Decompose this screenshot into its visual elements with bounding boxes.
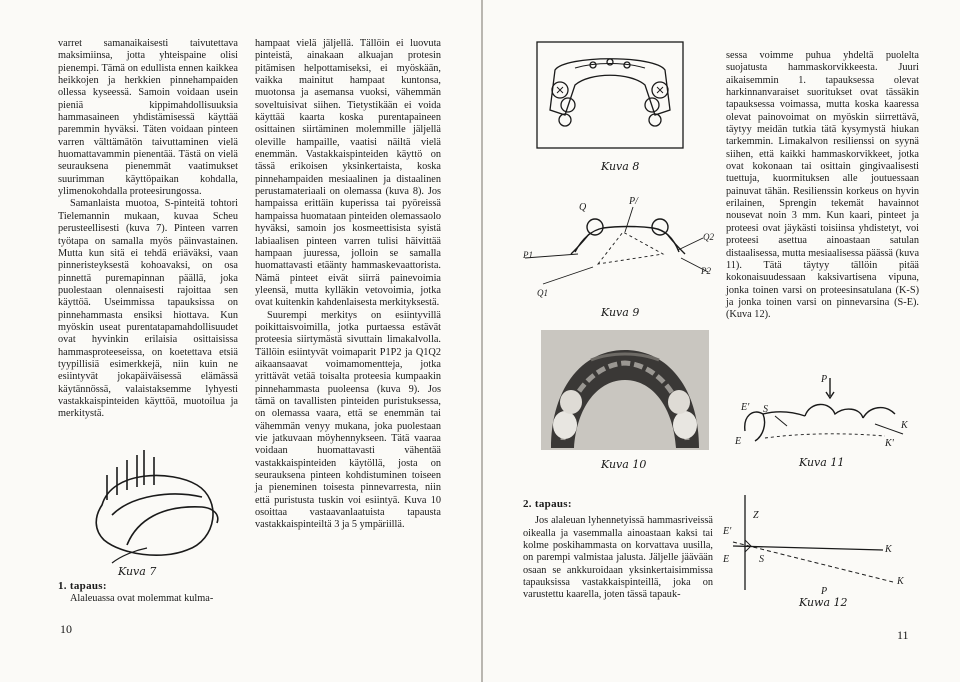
fig12-label-e-prime: E' xyxy=(723,526,732,537)
fig11-label-k: K xyxy=(901,420,908,431)
left-column-2 xyxy=(255,38,441,532)
figure-7-drawing xyxy=(82,445,232,575)
figure-11-caption: Kuva 11 xyxy=(799,456,845,469)
figure-12-drawing xyxy=(723,490,918,605)
paragraph: hampaat vielä jäljellä. Tällöin ei luovuta pinteistä, ainakaan alkuajan protesin pitämisen helpottamiseksi, ei myöskään, vaikka mainitut hampaat kuntonsa, muotonsa ja asemansa vuoksi, vähemmän soveltuisivat siihen. Tietystikään ei voida käyttää kaarta koska purentapaineen osittainen siirtäminen molemmille jäljellä oleville hampaille, vaatisi näiltä vielä enemmän. Vastakkaispinteiden käyttö on tässä erikoisen yksinkertaista, koska pinnehampaiden mesiaalinen ja distaalinen perustamateriaali on olemassa (kuva 8). Jos hampaissa erittäin kuperissa tai pyöreissä hampaissa huomataan pinteiden olemassaolo hyväksi, samoin jos kosmeettisista syistä labiaalisen pinteen varren tulisi häivittää hampaan juuressa, jolloin se samalla huomattavasti etäänty hammaskevaattorista. Nämä pinteet eivät siirrä painevoimia yleensä, mutta kylläkin vetovoimia, jotka ovat kuitenkin kahdenlaisesta merkityksestä. xyxy=(255,38,441,309)
fig9-label-p1-left: P1 xyxy=(523,250,533,260)
figure-7-caption: Kuva 7 xyxy=(118,565,157,578)
paragraph: Suurempi merkitys on esiintyvillä poikittaisvoimilla, jotka purtaessa estävät proteesia siirtymästä sivuttain limakalvolla. Tällöin esiintyvät voimaparit P1P2 ja Q1Q2 aikaansaavat voimamomentteja, jotka yrittävät vetää toisalta proteesia kumpaakin pinnehammasta puoleensa (kuva 9). Jos tämä on tavallisten pinteiden puristuksessa, on olemassa vaara, että se enemmän tai vähemmän venyy mukana, joka puolestaan vie jatkuvaan möyhennykseen. Tätä vaaraa voidaan huomattavasti vähentää vastakkaispinteiden käytöllä, josta on seurauksena pinteen kohdistuminen toiseen ja pieneminen toisesta pinnevarresta, niin että puristusta tuskin voi esiintyä. Kuva 10 osoittaa vastaavanlaatuista tapausta vastakkaispinteiltä 3 ja 5 ympäriillä. xyxy=(255,309,441,531)
paragraph: sessa voimme puhua yhdeltä puolelta suojatusta hammaskorvikkeesta. Juuri aikaisemmin 1. tapauksessa olevat harkinnanvaraiset suoritukset ovat tässäkin tapauksessa voimassa, mutta koska kaaressa olevat painovoimat on myöskin siirrettävä, täytyy meidän tutkia tätä kysymystä hiukan tarkemmin. Limakalvon resilienssi on syynä siihen, että kaikki hammaskorvikkeet, jotka ovat kokonaan tai osittain gingivaalisesti tuettuja, kuormituksen alle joutuessaan painuvat tähän. Resilienssin korkeus on hyvin erilainen, Sprengin tekemät havainnot nousevat noin 3 mm. Kun kaari, pinteet ja proteesi ovat jäykästi toisiinsa yhdistetyt, voi proteesi asettua ainoastaan satulan distaalisessa, mutta mesiaalisessa päässä (kuva 11). Tätä täytyy tällöin pitää kokonaisuudessaan kaksivartisena vipuna, jonka toinen varsi on proteesinsatulana (K-S) ja jonka toinen varsi on pinnevarsina (S-E). (Kuva 12). xyxy=(726,50,920,321)
figure-12-caption: Kuwa 12 xyxy=(799,596,848,609)
figure-9-drawing xyxy=(523,192,718,307)
page-number-right: 11 xyxy=(897,628,909,642)
tapaus-2-text: Jos alaleuan lyhennetyissä hammasriveissä oikealla ja vasemmalla ainoastaan kaksi tai kolme poskihammasta on korvattava uusilla, on parempi valmistaa jalusta. Jäljelle jäävään osaan se ankkuroidaan yksinkertaisimmissa tapauksissa vastakkaispinteillä, joka on varustettu kaarella, joten tässä tapauk- xyxy=(523,515,713,601)
paragraph: Samanlaista muotoa, S-pinteitä tohtori Tielemannin mukaan, kuvaa Scheu perusteellisesti (kuva 7). Pinteen varren työtapa on samalla myös päinvastainen. Mutta kun sitä ei tehdä eriäväksi, vaan pinneristeyksestä kohoavaksi, on osa pinnettä puremapinnan päällä, joka puolestaan olennaisesti rajoittaa sen käyttöä. Useimmissa tapauksissa on pinnehammasta ensiksi hiottava. Kun myöskin useat purentatapamahdollisuudet ovat hyvinkin erilaisia osittaisissa hammasproteeseissa, on koetettava etsiä tyypillisiä esimerkkejä, niin kuin ne esiintyvät jokapäiväisessä elämässä käytännössä, valaistaksemme lyhyesti vastakkaispinteiden käyttöä, muotoilua ja merkitystä. xyxy=(58,198,238,420)
fig11-label-s: S xyxy=(763,404,768,415)
fig11-label-e-prime: E' xyxy=(741,402,750,413)
page-number-left: 10 xyxy=(60,622,72,636)
fig9-label-q1: Q1 xyxy=(537,288,548,298)
figure-11-drawing xyxy=(735,376,917,456)
fig12-label-s: S xyxy=(759,554,764,565)
right-column xyxy=(726,50,919,322)
fig12-label-z: Z xyxy=(753,510,759,521)
figure-8-caption: Kuva 8 xyxy=(601,160,640,173)
figure-8-drawing xyxy=(535,40,685,150)
fig11-label-k-prime: K' xyxy=(885,438,894,449)
tapaus-2-heading: 2. tapaus: xyxy=(523,498,572,510)
fig9-label-p1: P/ xyxy=(629,196,638,207)
figure-9-caption: Kuva 9 xyxy=(601,306,640,319)
right-page xyxy=(483,0,960,682)
tapaus-1-heading: 1. tapaus: xyxy=(58,580,107,592)
paragraph: varret samanaikaisesti taivutettava maksimiinsa, jotta yhteispaine olisi pienempi. Tämä on edullista ennen kaikkea heikkojen ja herkkien pinnehampaiden ollessa kyseessä. Samoin voidaan usein pieniä kippimahdollisuuksia hammasaineen yhdistämisessä käyttää paremmin hyväksi. Täten voidaan pinteen varren välttämätön taivuttaminen vielä huomattavammin pienentää. Tästä on vielä seurauksena pienemmät vaatimukset suurimman käyttöpaikan kohdalla, ylimenokohdalla proteesirungossa. xyxy=(58,38,238,198)
fig12-label-k-lower: K xyxy=(897,576,904,587)
fig12-label-k: K xyxy=(885,544,892,555)
fig11-label-p: P xyxy=(821,374,828,385)
tapaus-1-block xyxy=(58,580,238,606)
fig9-label-q: Q xyxy=(579,202,587,213)
fig12-label-p: P xyxy=(821,586,828,597)
fig9-label-q2: Q2 xyxy=(703,232,714,242)
fig11-label-e: E xyxy=(735,436,742,447)
fig12-label-e: E xyxy=(723,554,730,565)
tapaus-2-block xyxy=(523,498,713,602)
left-column-1 xyxy=(58,38,238,421)
figure-10-caption: Kuva 10 xyxy=(601,458,647,471)
fig9-label-p2: P2 xyxy=(701,266,711,276)
tapaus-1-text: Alaleuassa ovat molemmat kulma- xyxy=(70,593,214,605)
figure-10-photo xyxy=(541,330,709,450)
